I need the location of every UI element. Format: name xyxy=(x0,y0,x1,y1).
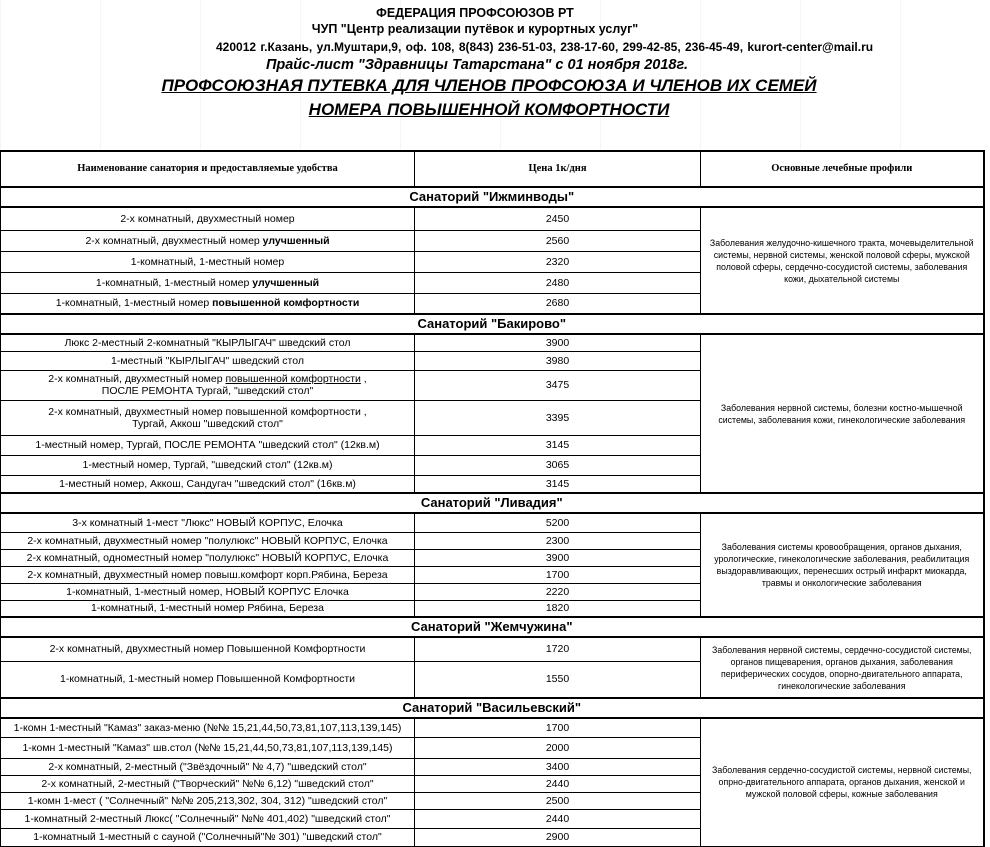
room-desc: 1-комнатный, 1-местный номер повышенной комфортности xyxy=(1,293,415,314)
table-row xyxy=(1,207,984,230)
price-cell: 5200 xyxy=(415,513,701,532)
price-cell: 3065 xyxy=(415,455,701,475)
room-desc: 1-местный номер, Тургай, "шведский стол" (12кв.м) xyxy=(1,455,415,475)
room-desc: 1-комнатный, 1-местный номер, НОВЫЙ КОРПУС Елочка xyxy=(1,583,415,600)
section-header xyxy=(1,314,984,334)
col-name-header: Наименование санатория и предоставляемые удобства xyxy=(1,151,415,187)
price-cell: 3400 xyxy=(415,758,701,775)
price-cell: 2220 xyxy=(415,583,701,600)
price-cell: 1720 xyxy=(415,637,701,661)
price-cell: 3145 xyxy=(415,475,701,493)
room-desc: 2-х комнатный, двухместный номер улучшенный xyxy=(1,230,415,251)
treatment-profile: Заболевания нервной системы, сердечно-сосудистой системы, органов пищеварения, органов дыхания, заболевания периферических сосудов, опорно-двигательного аппарата, гинекологические заболевания xyxy=(701,637,984,698)
section-header xyxy=(1,698,984,718)
room-desc: 2-х комнатный, двухместный номер Повышенной Комфортности xyxy=(1,637,415,661)
price-cell: 2450 xyxy=(415,207,701,230)
table-row xyxy=(1,718,984,737)
room-desc: 1-комн 1-местный "Камаз" заказ-меню (№№ 15,21,44,50,73,81,107,113,139,145) xyxy=(1,718,415,737)
treatment-profile: Заболевания желудочно-кишечного тракта, мочевыделительной системы, нервной системы, женской половой сферы, мужской половой сферы, сердечно-сосудистой системы, заболевания кожи, дыхательной системы xyxy=(701,207,984,314)
price-cell: 3980 xyxy=(415,351,701,370)
price-cell: 1550 xyxy=(415,661,701,698)
room-desc: 3-х комнатный 1-мест "Люкс" НОВЫЙ КОРПУС, Елочка xyxy=(1,513,415,532)
table-row xyxy=(1,513,984,532)
room-desc: 2-х комнатный, 2-местный ("Творческий" №№ 6,12) "шведский стол" xyxy=(1,775,415,792)
col-price-header: Цена 1к/дня xyxy=(415,151,701,187)
room-desc: 1-комн 1-мест ( "Солнечный" №№ 205,213,302, 304, 312) "шведский стол" xyxy=(1,792,415,809)
col-profile-header: Основные лечебные профили xyxy=(701,151,984,187)
table-row xyxy=(1,637,984,661)
price-cell: 3900 xyxy=(415,549,701,566)
price-cell: 1700 xyxy=(415,566,701,583)
price-cell: 3395 xyxy=(415,400,701,435)
room-desc: Люкс 2-местный 2-комнатный "КЫРЛЫГАЧ" шведский стол xyxy=(1,334,415,351)
room-desc: 1-комнатный 2-местный Люкс( "Солнечный" №№ 401,402) "шведский стол" xyxy=(1,809,415,828)
price-cell: 3475 xyxy=(415,370,701,400)
price-cell: 3900 xyxy=(415,334,701,351)
room-desc: 1-комнатный, 1-местный номер улучшенный xyxy=(1,272,415,293)
room-desc: 1-комнатный, 1-местный номер Рябина, Береза xyxy=(1,600,415,617)
section-header xyxy=(1,617,984,637)
price-cell: 2300 xyxy=(415,532,701,549)
section-title: Санаторий "Ливадия" xyxy=(1,493,984,513)
price-cell: 3145 xyxy=(415,435,701,455)
room-desc: 1-комнатный, 1-местный номер xyxy=(1,251,415,272)
price-cell: 2000 xyxy=(415,737,701,758)
price-list-title: Прайс-лист "Здравницы Татарстана" с 01 ноября 2018г. xyxy=(265,57,689,73)
section-header xyxy=(1,187,984,207)
treatment-profile: Заболевания системы кровообращения, органов дыхания, урологические, гинекологические заболевания, реабилитация выздоравливающих, перенесших острый инфаркт миокарда, травмы и онкологические заболевания xyxy=(701,513,984,617)
room-desc: 2-х комнатный, двухместный номер повыш.комфорт корп.Рябина, Береза xyxy=(1,566,415,583)
section-header xyxy=(1,493,984,513)
room-desc: 2-х комнатный, двухместный номер xyxy=(1,207,415,230)
org-subtitle: ЧУП "Центр реализации путёвок и курортных услуг" xyxy=(311,22,639,36)
room-desc: 1-местный номер, Тургай, ПОСЛЕ РЕМОНТА "шведский стол" (12кв.м) xyxy=(1,435,415,455)
room-desc: 2-х комнатный, двухместный номер "полулюкс" НОВЫЙ КОРПУС, Елочка xyxy=(1,532,415,549)
section-title: Санаторий "Бакирово" xyxy=(1,314,984,334)
room-desc: 1-местный номер, Аккош, Сандугач "шведский стол" (16кв.м) xyxy=(1,475,415,493)
room-desc: 2-х комнатный, двухместный номер повышенной комфортности , ПОСЛЕ РЕМОНТА Тургай, "шведский стол" xyxy=(1,370,415,400)
section-title: Санаторий "Васильевский" xyxy=(1,698,984,718)
org-title: ФЕДЕРАЦИЯ ПРОФСОЮЗОВ РТ xyxy=(376,6,574,20)
room-desc: 2-х комнатный, 2-местный ("Звёздочный" № 4,7) "шведский стол" xyxy=(1,758,415,775)
price-cell: 2560 xyxy=(415,230,701,251)
price-cell: 2480 xyxy=(415,272,701,293)
room-desc: 1-комнатный 1-местный с сауной ("Солнечный"№ 301) "шведский стол" xyxy=(1,828,415,846)
room-desc: 2-х комнатный, одноместный номер "полулюкс" НОВЫЙ КОРПУС, Елочка xyxy=(1,549,415,566)
price-cell: 2680 xyxy=(415,293,701,314)
treatment-profile: Заболевания сердечно-сосудистой системы, нервной системы, опрно-двигательного аппарата, органов дыхания, женской и мужской половой сферы, кожные заболевания xyxy=(701,718,984,846)
room-desc: 1-комнатный, 1-местный номер Повышенной Комфортности xyxy=(1,661,415,698)
price-cell: 2900 xyxy=(415,828,701,846)
price-cell: 1700 xyxy=(415,718,701,737)
voucher-heading: ПРОФСОЮЗНАЯ ПУТЕВКА ДЛЯ ЧЛЕНОВ ПРОФСОЮЗА И ЧЛЕНОВ ИХ СЕМЕЙ xyxy=(161,76,817,95)
price-cell: 2440 xyxy=(415,775,701,792)
price-cell: 1820 xyxy=(415,600,701,617)
room-desc: 2-х комнатный, двухместный номер повышенной комфортности , Тургай, Аккош "шведский стол" xyxy=(1,400,415,435)
treatment-profile: Заболевания нервной системы, болезни костно-мышечной системы, заболевания кожи, гинекологические заболевания xyxy=(701,334,984,493)
room-desc: 1-комн 1-местный "Камаз" шв.стол (№№ 15,21,44,50,73,81,107,113,139,145) xyxy=(1,737,415,758)
price-cell: 2440 xyxy=(415,809,701,828)
section-title: Санаторий "Жемчужина" xyxy=(1,617,984,637)
price-cell: 2500 xyxy=(415,792,701,809)
section-title: Санаторий "Ижминводы" xyxy=(1,187,984,207)
table-row xyxy=(1,334,984,351)
price-table xyxy=(0,150,985,847)
contact-line: 420012 г.Казань, ул.Муштари,9, оф. 108, 8(843) 236-51-03, 238-17-60, 299-42-85, 236-45-49, kurort-center@mail.ru xyxy=(216,40,874,54)
price-cell: 2320 xyxy=(415,251,701,272)
table-header-row xyxy=(1,151,984,187)
comfort-heading: НОМЕРА ПОВЫШЕННОЙ КОМФОРТНОСТИ xyxy=(308,100,670,119)
room-desc: 1-местный "КЫРЛЫГАЧ" шведский стол xyxy=(1,351,415,370)
